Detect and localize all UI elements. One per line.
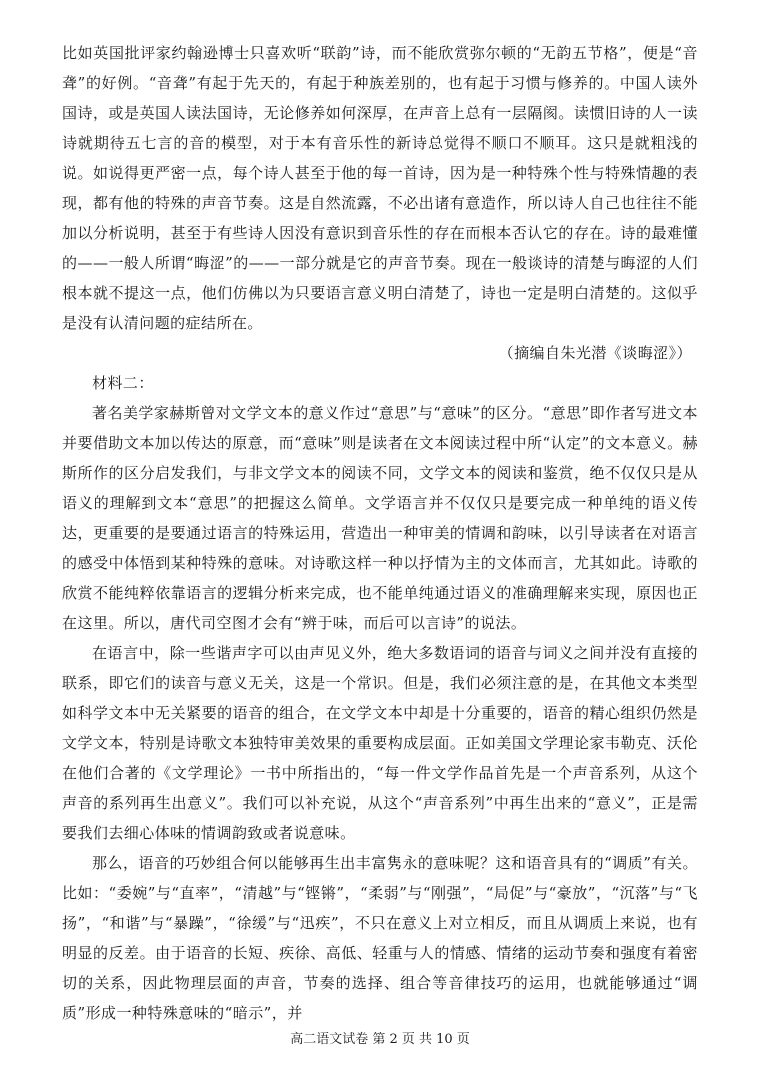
paragraph-material2-3: 那么，语音的巧妙组合何以能够再生出丰富隽永的意味呢？这和语音具有的“调质”有关。比如：“委婉”与“直率”，“清越”与“铿锵”，“柔弱”与“刚强”，“局促”与“豪放”，“沉落”与“飞扬”，“和谐”与“暴躁”，“徐缓”与“迅疾”，不只在意义上对立相反，而且从调质上来说，也有明显的反差。由于语音的长短、疾徐、高低、轻重与人的情感、情绪的运动节奏和强度有着密切的关系，因此物理层面的声音，节奏的选择、组合等音律技巧的运用，也就能够通过“调质”形成一种特殊意味的“暗示”，并 — [62, 854, 698, 1022]
page-footer: 高二语文试卷 第 2 页 共 10 页 — [290, 1032, 470, 1047]
paragraph-material2-2: 在语言中，除一些谐声字可以由声见义外，绝大多数语词的语音与词义之间并没有直接的联系，即它们的读音与意义无关，这是一个常识。但是，我们必须注意的是，在其他文本类型如科学文本中无关紧要的语音的组合，在文学文本中却是十分重要的，语音的精心组织仍然是文学文本，特别是诗歌文本独特审美效果的重要构成层面。正如美国文学理论家韦勒克、沃伦在他们合著的《文学理论》一书中所指出的，“每一件文学作品首先是一个声音系列，从这个声音的系列再生出意义”。我们可以补充说，从这个“声音系列”中再生出来的“意义”，正是需要我们去细心体味的情调韵致或者说意味。 — [62, 644, 698, 842]
paragraph-continued: 比如英国批评家约翰逊博士只喜欢听“联韵”诗，而不能欣赏弥尔顿的“无韵五节格”，便是“音聋”的好例。“音聋”有起于先天的，有起于种族差别的，也有起于习惯与修养的。中国人读外国诗，或是英国人读法国诗，无论修养如何深厚，在声音上总有一层隔阂。读惯旧诗的人一读诗就期待五七言的音的模型，对于本有音乐性的新诗总觉得不顺口不顺耳。这只是就粗浅的说。如说得更严密一点，每个诗人甚至于他的每一首诗，因为是一种特殊个性与特殊情趣的表现，都有他的特殊的声音节奏。这是自然流露，不必出诸有意造作，所以诗人自己也往往不能加以分析说明，甚至于有些诗人因没有意识到音乐性的存在而根本否认它的存在。诗的最难懂的——一般人所谓“晦涩”的——一部分就是它的声音节奏。现在一般谈诗的清楚与晦涩的人们根本就不提这一点，他们仿佛以为只要语言意义明白清楚了，诗也一定是明白清楚的。这似乎是没有认清问题的症结所在。 — [62, 44, 698, 332]
material-heading: 材料二： — [92, 374, 154, 392]
paragraph-material2-1: 著名美学家赫斯曾对文学文本的意义作过“意思”与“意味”的区分。“意思”即作者写进文本并要借助文本加以传达的原意，而“意味”则是读者在文本阅读过程中所“认定”的文本意义。赫斯所作的区分启发我们，与非文学文本的阅读不同，文学文本的阅读和鉴赏，绝不仅仅只是从语义的理解到文本“意思”的把握这么简单。文学语言并不仅仅只是要完成一种单纯的语义传达，更重要的是要通过语言的特殊运用，营造出一种审美的情调和韵味，以引导读者在对语言的感受中体悟到某种特殊的意味。对诗歌这样一种以抒情为主的文体而言，尤其如此。诗歌的欣赏不能纯粹依靠语言的逻辑分析来完成，也不能单纯通过语义的准确理解来实现，原因也正在这里。所以，唐代司空图才会有“辨于味，而后可以言诗”的说法。 — [62, 404, 698, 632]
page-body — [62, 38, 698, 1028]
source-citation: （摘编自朱光潜《谈晦涩》） — [498, 344, 692, 362]
